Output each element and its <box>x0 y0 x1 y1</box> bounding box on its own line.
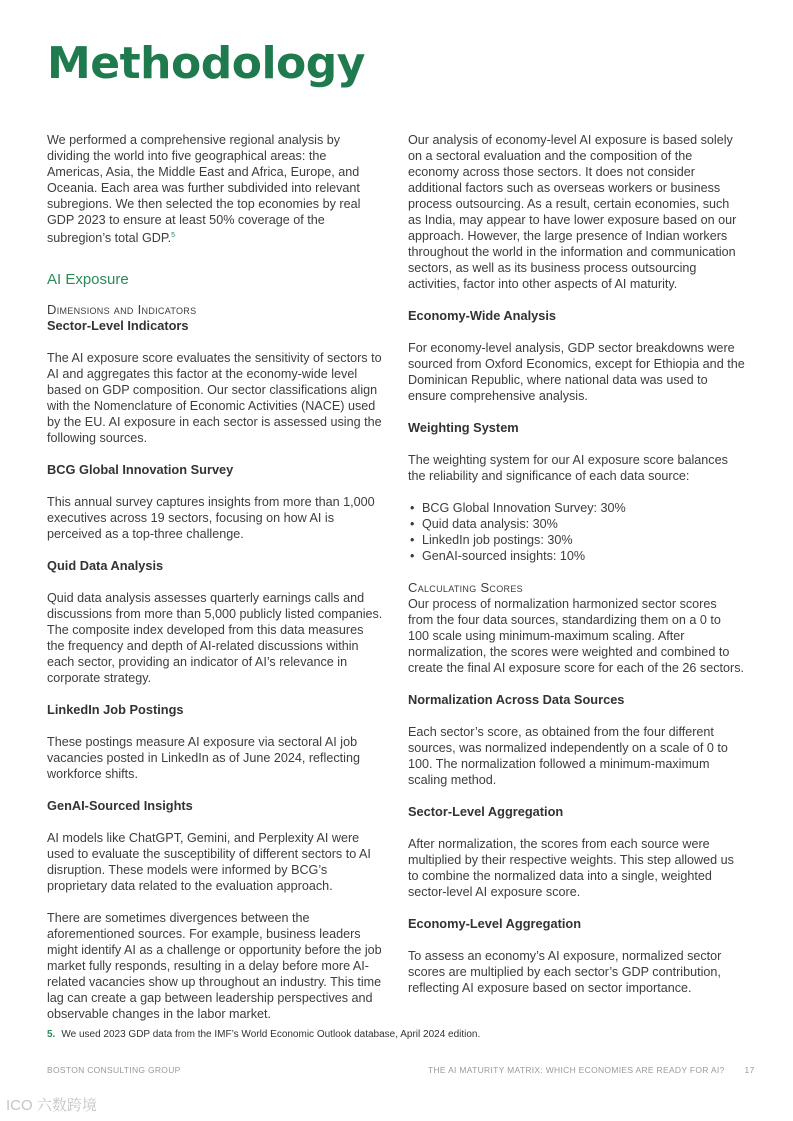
sector-level-heading: Sector-Level Indicators <box>47 318 189 334</box>
footnote-number: 5. <box>47 1029 56 1040</box>
linkedin-heading: LinkedIn Job Postings <box>47 702 184 718</box>
weights-list <box>408 500 745 564</box>
watermark-logo: ICO 六数跨境 <box>6 1097 97 1114</box>
economy-wide-text: For economy-level analysis, GDP sector breakdowns were sourced from Oxford Economics, except for Ethiopia and the Dominican Republic, where national data was used to ensure comprehensive analysis. <box>408 341 745 403</box>
bcg-survey-heading: BCG Global Innovation Survey <box>47 462 234 478</box>
normalization-text: Each sector’s score, as obtained from the four different sources, was normalized independently on a scale of 0 to 100. The normalization followed a minimum-maximum scaling method. <box>408 725 728 787</box>
list-item: • LinkedIn job postings: 30% <box>408 532 745 548</box>
linkedin-text: These postings measure AI exposure via sectoral AI job vacancies posted in LinkedIn as of June 2024, reflecting workforce shifts. <box>47 735 360 782</box>
section-heading-ai-exposure: AI Exposure <box>47 271 129 289</box>
dimensions-indicators-heading: Dimensions and Indicators <box>47 302 197 318</box>
list-item: • BCG Global Innovation Survey: 30% <box>408 500 745 516</box>
footer-report-title <box>428 1065 755 1075</box>
footer-publisher: BOSTON CONSULTING GROUP <box>47 1065 181 1075</box>
sector-level-text: The AI exposure score evaluates the sensitivity of sectors to AI and aggregates this factor at the economy-wide level based on GDP composition. Our sector classifications align with the Nomenclature of Economic Activities (NACE) used by the EU. AI exposure in each sector is assessed using the following sources. <box>47 351 382 446</box>
normalization-heading: Normalization Across Data Sources <box>408 692 625 707</box>
list-item: • GenAI-sourced insights: 10% <box>408 548 745 564</box>
left-column <box>47 132 384 1022</box>
genai-text: AI models like ChatGPT, Gemini, and Perplexity AI were used to evaluate the susceptibility of different sectors to AI disruption. These models were informed by BCG’s proprietary data related to the evaluation approach. <box>47 831 371 894</box>
quid-text: Quid data analysis assesses quarterly earnings calls and discussions from more than 5,000 publicly listed companies. The composite index developed from this data measures the frequency and depth of AI-related discussions within each sector, providing an indicator of AI’s relevance in corporate strategy. <box>47 591 383 686</box>
page-title: Methodology <box>47 38 365 89</box>
calculating-scores-text: Our process of normalization harmonized sector scores from the four data sources, standardizing them on a 0 to 100 scale using minimum-maximum scaling. After normalization, the scores were weighted and combined to create the final AI exposure score for each of the 26 sectors. <box>408 597 745 675</box>
economy-aggregation-heading: Economy-Level Aggregation <box>408 916 582 931</box>
right-column <box>408 132 745 996</box>
weighting-heading: Weighting System <box>408 420 519 435</box>
divergence-text: There are sometimes divergences between the aforementioned sources. For example, business leaders might identify AI as a challenge or opportunity before the job market fully responds, resulting in a delay before more AI-related vacancies show up throughout an industry. This time lag can create a gap between leadership perspectives and observable changes in the labor market. <box>47 911 382 1022</box>
intro-paragraph <box>47 132 384 246</box>
economy-wide-heading: Economy-Wide Analysis <box>408 308 557 323</box>
right-intro-paragraph: Our analysis of economy-level AI exposure is based solely on a sectoral evaluation and the composition of the economy across those sectors. It does not consider additional factors such as overseas workers or business process outsourcing. As a result, certain economies, such as India, may appear to have lower exposure based on our approach. However, the large presence of Indian workers throughout the world in the information and communication sectors, as well as its business process outsourcing activities, factor into other aspects of AI maturity. <box>408 133 737 291</box>
list-item: • Quid data analysis: 30% <box>408 516 745 532</box>
page-number: 17 <box>744 1065 755 1075</box>
footnote-text: We used 2023 GDP data from the IMF’s World Economic Outlook database, April 2024 edition. <box>61 1029 481 1040</box>
footnote <box>47 1029 480 1040</box>
economy-aggregation-text: To assess an economy’s AI exposure, normalized sector scores are multiplied by each sector’s GDP contribution, reflecting AI exposure based on sector importance. <box>408 949 722 995</box>
sector-aggregation-heading: Sector-Level Aggregation <box>408 804 564 819</box>
intro-text: We performed a comprehensive regional analysis by dividing the world into five geographical areas: the Americas, Asia, the Middle East and Africa, Europe, and Oceania. Each area was further subdivided into relevant subregions. We then selected the top economies by real GDP 2023 to ensure at least 50% coverage of the subregion’s total GDP. <box>47 133 361 246</box>
genai-heading: GenAI-Sourced Insights <box>47 798 193 814</box>
calculating-scores-heading: Calculating Scores <box>408 580 523 595</box>
quid-heading: Quid Data Analysis <box>47 558 164 574</box>
bcg-survey-text: This annual survey captures insights from more than 1,000 executives across 19 sectors, focusing on how AI is perceived as a top-three challenge. <box>47 495 375 542</box>
footer-title-text: THE AI MATURITY MATRIX: WHICH ECONOMIES ARE READY FOR AI? <box>428 1065 725 1075</box>
weighting-text: The weighting system for our AI exposure score balances the reliability and significance of each data source: <box>408 453 728 483</box>
footnote-ref[interactable]: 5 <box>171 232 176 239</box>
sector-aggregation-text: After normalization, the scores from each source were multiplied by their respective weights. This step allowed us to combine the normalized data into a single, weighted sector-level AI exposure score. <box>408 837 734 899</box>
